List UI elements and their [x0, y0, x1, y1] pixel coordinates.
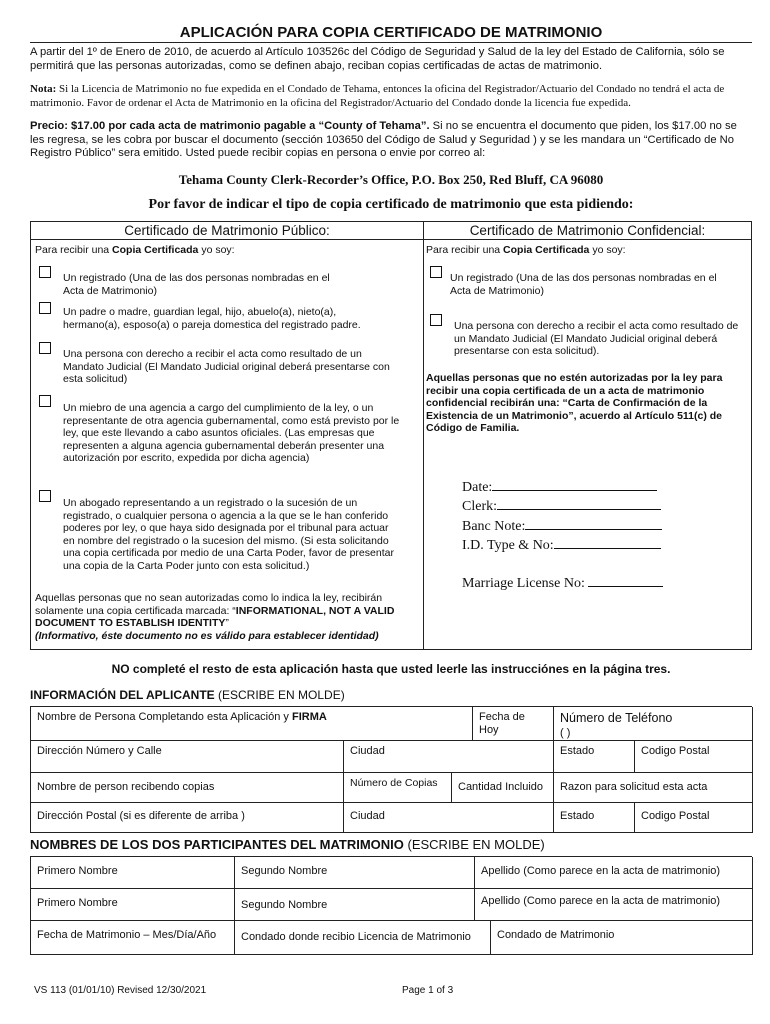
clerk-label: Clerk:	[462, 499, 497, 515]
public-option-4-label: Un miebro de una agencia a cargo del cumplimiento de la ley, o un representante de otra agencia gubernamental, como está previsto por le ley, que este llevando a cabo asuntos oficiales. (Las empresas que representen a alguna agencia gubernamental deberán presenter una autorización por escrito, expedida por dicha agencia)	[63, 401, 400, 465]
state-label: Estado	[560, 744, 595, 757]
confidential-certificate-column	[424, 222, 751, 649]
marriage-license-field[interactable]	[462, 574, 663, 594]
participants-heading-rest: (ESCRIBE EN MOLDE)	[403, 836, 545, 852]
city-label: Ciudad	[350, 744, 385, 757]
mailing-address: Tehama County Clerk-Recorder’s Office, P.O. Box 250, Red Bluff, CA 96080	[178, 171, 604, 187]
confidential-lead-post: yo soy:	[589, 243, 626, 256]
office-use-fields	[462, 478, 663, 594]
city2-cell[interactable]	[344, 803, 554, 833]
participants-grid	[30, 856, 752, 955]
applicant-signature-label: FIRMA	[291, 710, 327, 723]
first-name-1-label: Primero Nombre	[37, 864, 118, 877]
public-certificate-column	[31, 222, 424, 649]
price-text: Si no se encuentra el documento que piden, los $17.00 no se les regresa, se les cobra por buscar el documento (sección 103650 del Código de Salud y Seguridad ) y se les mandara un “Certificado de No Registro Público” sera emitido. Usted puede recibir copias en persona o envie por correo al:	[30, 120, 737, 160]
date-label: Date:	[462, 479, 493, 495]
license-county-cell[interactable]	[235, 921, 491, 955]
public-option-2-label: Un padre o madre, guardian legal, hijo, abuelo(a), nieto(a), hermano(a), esposo(a) o pareja domestica del registrado padre.	[63, 305, 361, 331]
banc-note-label: Banc Note:	[462, 518, 526, 534]
confidential-note: Aquellas personas que no estén autorizadas por la ley para recibir una copia certificada de un a acta de matrimonio confidencial recibirán una: “Carta de Confirmación de la Existencia de un Matrimonio”, acuerdo al Artículo 511(c) de Código de Familia.	[426, 371, 723, 435]
middle-name-1-label: Segundo Nombre	[241, 864, 328, 877]
num-copies-cell[interactable]	[344, 773, 452, 803]
application-form	[30, 24, 752, 955]
marriage-license-label: Marriage License No:	[462, 575, 585, 591]
marriage-date-cell[interactable]	[31, 921, 235, 955]
todays-date-label: Fecha de Hoy	[479, 710, 525, 736]
middle-name-2-cell[interactable]	[235, 889, 475, 921]
note-label: Nota:	[30, 83, 57, 96]
participants-section-heading	[30, 837, 752, 852]
note-text: Si la Licencia de Matrimonio no fue expedida en el Condado de Tehama, entonces la oficina del Registrador/Actuario del Condado no tendrá el acta de matrimonio. Favor de ordenar el Acta de Matrimonio en la oficina del Registrador/Actuario del Condado donde la licencia fue expedida.	[30, 83, 725, 109]
first-name-2-cell[interactable]	[31, 889, 235, 921]
clerk-field[interactable]	[462, 497, 663, 517]
confidential-lead-pre: Para recibir una	[426, 243, 504, 256]
reason-cell[interactable]	[554, 773, 753, 803]
note-paragraph	[30, 83, 752, 110]
first-name-1-cell[interactable]	[31, 857, 235, 889]
city-cell[interactable]	[344, 741, 554, 773]
public-option-3-checkbox[interactable]	[39, 342, 51, 354]
todays-date-cell[interactable]	[473, 707, 554, 741]
mailing-address-label: Dirección Postal (si es diferente de arriba )	[37, 809, 245, 822]
recipient-name-label: Nombre de person recibendo copias	[37, 780, 215, 793]
public-lead-bold: Copia Certificada	[112, 243, 199, 256]
state2-cell[interactable]	[554, 803, 635, 833]
date-field[interactable]	[462, 478, 663, 498]
zip-label: Codigo Postal	[641, 744, 710, 757]
applicant-heading-rest: (ESCRIBE EN MOLDE)	[214, 687, 345, 702]
zip2-cell[interactable]	[635, 803, 753, 833]
applicant-section-heading	[30, 688, 752, 702]
last-name-1-cell[interactable]	[475, 857, 753, 889]
public-option-2-checkbox[interactable]	[39, 302, 51, 314]
phone-cell[interactable]	[554, 707, 753, 741]
form-title: APLICACIÓN PARA COPIA CERTIFICADO DE MATRIMONIO	[30, 24, 752, 43]
public-option-5-checkbox[interactable]	[39, 490, 51, 502]
confidential-option-1-label: Un registrado (Una de las dos personas nombradas en el Acta de Matrimonio)	[450, 271, 717, 297]
public-option-1-label: Un registrado (Una de las dos personas nombradas en el Acta de Matrimonio)	[63, 271, 330, 297]
informational-note-italic: (Informativo, éste documento no es válido para establecer identidad)	[35, 629, 379, 642]
state-cell[interactable]	[554, 741, 635, 773]
confidential-lead-bold: Copia Certificada	[503, 243, 590, 256]
public-option-4-checkbox[interactable]	[39, 395, 51, 407]
last-name-2-cell[interactable]	[475, 889, 753, 921]
first-name-2-label: Primero Nombre	[37, 896, 118, 909]
intro-paragraph: A partir del 1º de Enero de 2010, de acuerdo al Artículo 103526c del Código de Seguridad y Salud de la ley del Estado de California, sólo se permitirá que las personas autorizadas, como se definen abajo, reciban copias certificadas de actas de matrimonio.	[30, 46, 725, 72]
street-address-label: Dirección Número y Calle	[37, 744, 162, 757]
public-option-1-checkbox[interactable]	[39, 266, 51, 278]
zip2-label: Codigo Postal	[641, 809, 710, 822]
phone-area-code: ( )	[560, 726, 571, 739]
street-address-cell[interactable]	[31, 741, 344, 773]
confidential-certificate-heading: Certificado de Matrimonio Confidencial:	[424, 222, 751, 240]
applicant-name-label: Nombre de Persona Completando esta Aplicación y	[37, 710, 292, 723]
do-not-complete-warning: NO completé el resto de esta aplicación hasta que usted leerle las instrucciónes en la página tres.	[111, 661, 671, 676]
id-type-label: I.D. Type & No:	[462, 538, 554, 554]
page-number: Page 1 of 3	[402, 985, 454, 996]
last-name-2-label: Apellido (Como parece en la acta de matrimonio)	[481, 894, 721, 907]
public-lead-pre: Para recibir una	[35, 243, 113, 256]
applicant-grid	[30, 706, 752, 833]
recipient-name-cell[interactable]	[31, 773, 344, 803]
public-certificate-heading: Certificado de Matrimonio Público:	[31, 222, 423, 240]
middle-name-1-cell[interactable]	[235, 857, 475, 889]
confidential-option-2-checkbox[interactable]	[430, 314, 442, 326]
confidential-lead	[426, 244, 626, 257]
informational-note-quote: ”	[225, 617, 229, 630]
reason-label: Razon para solicitud esta acta	[560, 780, 708, 793]
select-type-heading: Por favor de indicar el tipo de copia certificado de matrimonio que esta pidiendo:	[148, 196, 634, 212]
confidential-option-2-label: Una persona con derecho a recibir el acta como resultado de un Mandato Judicial (El Mandato Judicial original deberá presentarse con esta solicitud).	[454, 319, 739, 358]
certificate-type-table	[30, 221, 752, 650]
marriage-county-cell[interactable]	[491, 921, 753, 955]
mailing-address-cell[interactable]	[31, 803, 344, 833]
public-lead-post: yo soy:	[198, 243, 235, 256]
amount-label: Cantidad Incluido	[458, 780, 544, 793]
public-lead	[35, 244, 235, 257]
participants-heading-bold: NOMBRES DE LOS DOS PARTICIPANTES DEL MATRIMONIO	[30, 836, 404, 852]
public-option-5-label: Un abogado representando a un registrado o la sucesión de un registrado, o cualquier persona o agencia a la que se le han conferido poderes por ley, o que haya sido designada por el tribunal para actuar en nombre del registrado o la sucesion del mismo. (Si esta solicitando una copia certificada por medio de una Carta Poder, favor de presentar una copia de la Carta Poder junto con esta solicitud.)	[63, 496, 394, 572]
informational-note	[35, 592, 415, 642]
confidential-option-1-checkbox[interactable]	[430, 266, 442, 278]
public-option-3-label: Una persona con derecho a recibir el acta como resultado de un Mandato Judicial (El Mandato Judicial original deberá presentarse con esta solicitud)	[63, 347, 390, 386]
informational-note-pre: Aquellas personas que no sean autorizadas como lo indica la ley, recibirán solamente una copia certificada marcada: “	[35, 591, 383, 617]
informational-note-bold: INFORMATIONAL, NOT A VALID DOCUMENT TO ESTABLISH IDENTITY	[35, 604, 395, 630]
state2-label: Estado	[560, 809, 595, 822]
id-type-field[interactable]	[462, 536, 663, 556]
city2-label: Ciudad	[350, 809, 385, 822]
zip-cell[interactable]	[635, 741, 753, 773]
price-bold: Precio: $17.00 por cada acta de matrimonio pagable a “County of Tehama”.	[30, 120, 430, 133]
phone-label: Número de Teléfono	[560, 710, 673, 725]
amount-cell[interactable]	[452, 773, 554, 803]
license-county-label: Condado donde recibio Licencia de Matrimonio	[241, 930, 471, 943]
form-id: VS 113 (01/01/10) Revised 12/30/2021	[34, 985, 207, 996]
applicant-heading-bold: INFORMACIÓN DEL APLICANTE	[30, 687, 215, 702]
price-paragraph	[30, 120, 752, 161]
banc-note-field[interactable]	[462, 517, 663, 537]
applicant-name-cell[interactable]	[31, 707, 473, 741]
num-copies-label: Número de Copias	[350, 776, 438, 789]
marriage-county-label: Condado de Matrimonio	[497, 928, 615, 941]
marriage-date-label: Fecha de Matrimonio – Mes/Día/Año	[37, 928, 217, 941]
last-name-1-label: Apellido (Como parece en la acta de matrimonio)	[481, 864, 721, 877]
middle-name-2-label: Segundo Nombre	[241, 898, 328, 911]
